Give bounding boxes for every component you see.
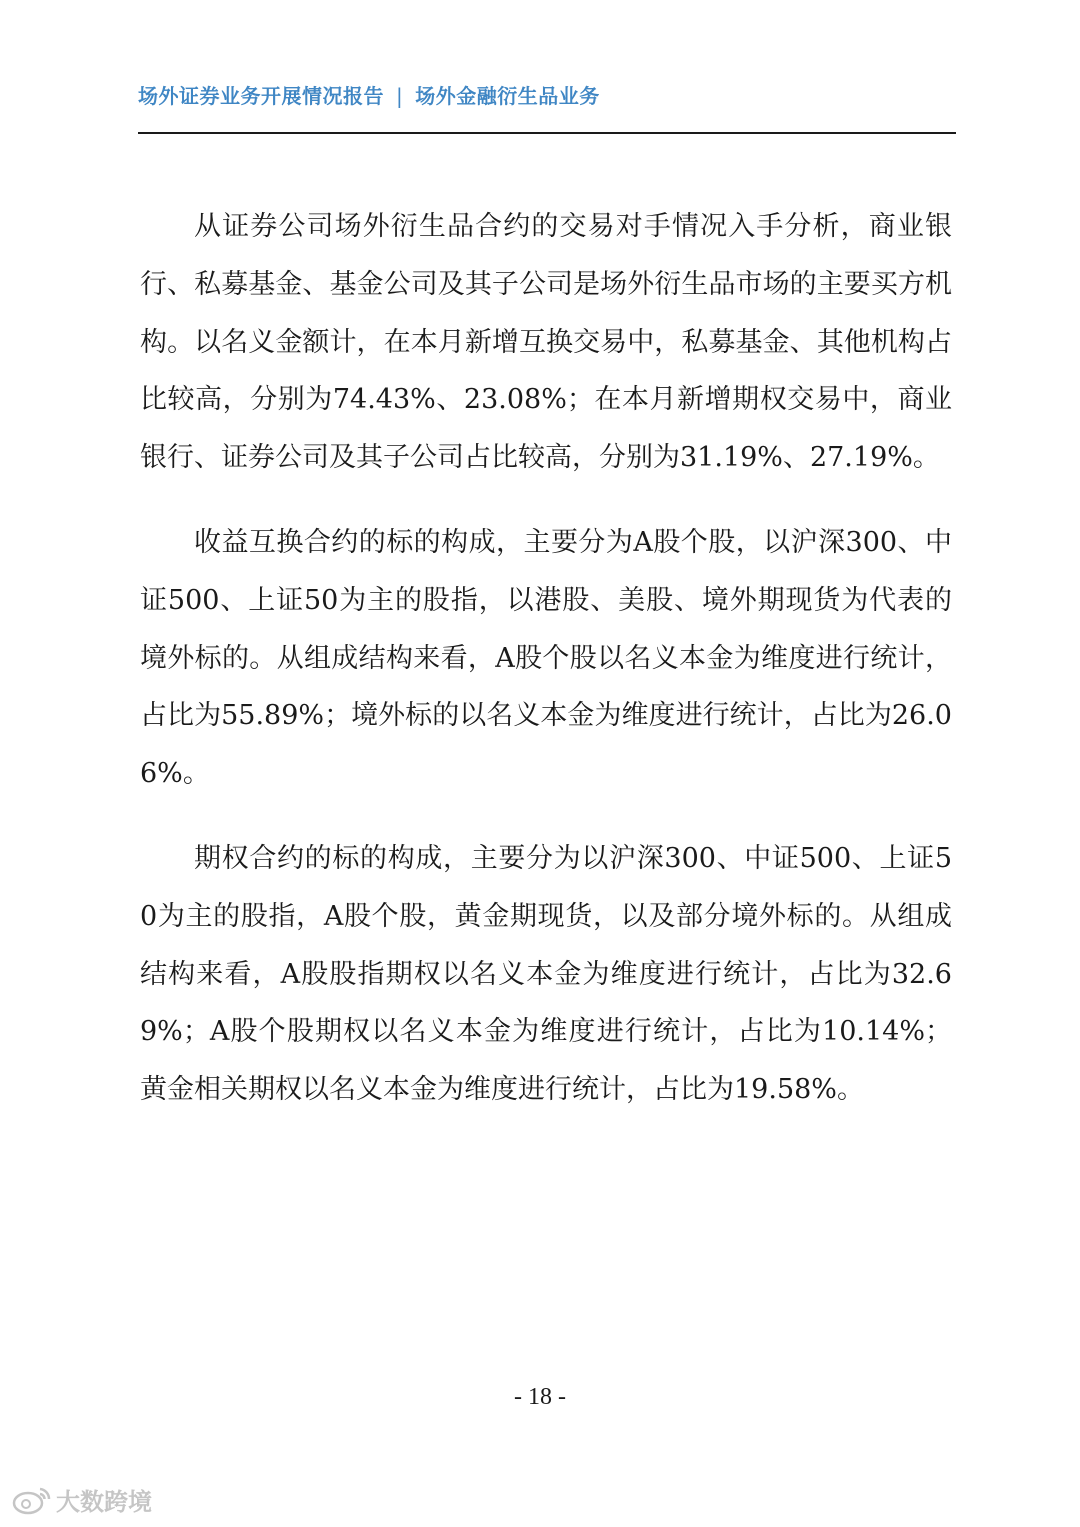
body-text (140, 198, 952, 1146)
paragraph-option-underlying: 期权合约的标的构成，主要分为以沪深300、中证500、上证50为主的股指，A股个股，黄金期现货，以及部分境外标的。从组成结构来看，A股股指期权以名义本金为维度进行统计，占比为32.69%；A股个股期权以名义本金为维度进行统计，占比为10.14%；黄金相关期权以名义本金为维度进行统计，占比为19.58%。 (140, 842, 952, 1106)
header-divider (138, 132, 956, 134)
header-separator: | (396, 84, 404, 108)
weibo-icon (12, 1485, 52, 1515)
paragraph-swap-underlying: 收益互换合约的标的构成，主要分为A股个股，以沪深300、中证500、上证50为主的股指，以港股、美股、境外期现货为代表的境外标的。从组成结构来看，A股个股以名义本金为维度进行统计，占比为55.89%；境外标的以名义本金为维度进行统计，占比为26.06%。 (140, 526, 952, 790)
section-title: 场外金融衍生品业务 (415, 84, 600, 108)
running-header (138, 80, 958, 109)
page-number: - 18 - (514, 1384, 566, 1410)
paragraph-counterparty: 从证券公司场外衍生品合约的交易对手情况入手分析，商业银行、私募基金、基金公司及其子公司是场外衍生品市场的主要买方机构。以名义金额计，在本月新增互换交易中，私募基金、其他机构占比较高，分别为74.43%、23.08%；在本月新增期权交易中，商业银行、证券公司及其子公司占比较高，分别为31.19%、27.19%。 (140, 211, 952, 474)
watermark-text: 大数跨境 (56, 1488, 152, 1516)
watermark (12, 1482, 152, 1517)
report-title: 场外证券业务开展情况报告 (138, 84, 384, 108)
